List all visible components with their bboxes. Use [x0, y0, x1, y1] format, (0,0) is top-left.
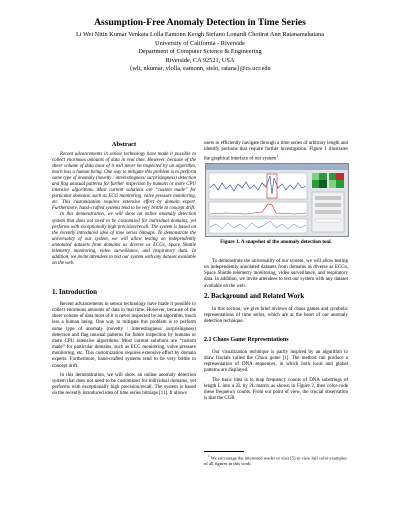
section-2-1-body	[204, 350, 348, 405]
slider-track	[315, 219, 341, 222]
introduction-body	[52, 302, 196, 400]
abstract-paragraph: In this demonstration, we will show an online anomaly detection system that does not need to be customized for individual domains, yet performs with exceptionally high precision/recall. The system is based on the recently introduced idea of time series bitmaps. To demonstrate the universality of our system, we will allow testing on independently annotated datasets from domains as diverse as ECGs, Space Shuttle telemetry monitoring, video surveillance, and respiratory data. In addition, we invite attendees to test our system with any dataset available on the web.	[52, 212, 196, 266]
author-block	[0, 31, 400, 74]
bitmap-cell	[319, 180, 327, 188]
affiliation-3: Riverside, CA 92521, USA	[165, 56, 235, 64]
footnote-body: We encourage the interested reader to visit [5] to view full color examples of all figures in this work.	[204, 455, 347, 467]
section-2-1-heading: 2.1 Chaos Game Representations	[204, 337, 289, 343]
author-emails: {wli, nkumar, vlolla, eamonn, stelo, ratana}@cs.ucr.edu	[129, 65, 271, 73]
section-2-body	[204, 307, 348, 325]
paper-title: Assumption-Free Anomaly Detection in Time Series	[94, 17, 306, 28]
control-button	[315, 196, 341, 200]
right-column-top	[204, 141, 348, 163]
window-titlebar	[206, 164, 348, 170]
footnote-ref: 1	[276, 154, 278, 159]
s21-text-a: Our visualization technique is partly inspired by an algorithm to draw fractals called the	[204, 350, 348, 362]
right-top-text: users to efficiently navigate through a time series of arbitrary length and identify portions that require further investigation. Figure 1 illustrates the graphical interface of our system	[204, 141, 348, 162]
intro-paragraph: Recent advancements in sensor technology have made it possible to collect enormous amounts of data in real time. However, because of the sheer volume of data most of it is never inspected by an algorithm, much less a human being. One way to mitigate this problem is to perform some type of anomaly (novelty / interestingness/ surprisingness) detection and flag unusual patterns for future inspection by humans or more CPU intensive algorithms. Most current solutions are “custom made” for particular domains, such as ECG monitoring, valve pressure monitoring, etc. This customization requires extensive effort by domain experts. Furthermore, hand-crafted systems tend to be very brittle to concept drift.	[52, 302, 196, 369]
s21-text-b: [1]. The method can produce a representation of DNA sequences, in which both local and global patterns are displayed.	[204, 356, 348, 374]
footnote-rule	[204, 451, 244, 452]
section-2-1-paragraph	[204, 350, 348, 375]
footnote-text	[204, 454, 348, 467]
section-2-1-paragraph: The basic idea is to map frequency counts of DNA substrings of length L into a 2L by 2L matrix as shown in Figure 2, then color-code these frequency counts. From our point of view, the crucial observation is that the CGR	[204, 377, 348, 402]
abstract-paragraph: Recent advancements in sensor technology have made it possible to collect enormous amounts of data in real time. However, because of the sheer volume of data most of it will never be inspected by an algorithm, much less a human being. One way to mitigate this problem is to perform some type of anomaly (novelty / interestingness/ surprisingness) detection and flag unusual patterns for further inspection by humans or more CPU intensive algorithms. Most current solutions are “custom made” for particular domains, such as ECG monitoring, valve pressure monitoring, etc. This customization requires extensive effort by domain expert. Furthermore, hand-crafted systems tend to be very brittle to concept drift.	[52, 152, 196, 212]
anomaly-tool-snapshot	[206, 164, 348, 236]
affiliation-1: University of California - Riverside	[155, 39, 245, 47]
control-button	[315, 210, 341, 214]
control-button	[315, 203, 341, 207]
bitmap-cell	[329, 180, 336, 188]
footnote	[204, 454, 348, 467]
section-2-paragraph: In this section, we give brief reviews of chaos games and symbolic representations of time series, which are at the heart of our anomaly detection technique.	[204, 307, 348, 325]
chaos-game-term: Chaos game	[254, 356, 281, 362]
demo-paragraph: To demonstrate the universality of our system, we will allow testing on independently annotated datasets from domains as diverse as ECGs, Space Shuttle telemetry monitoring, video surveillance, and respiratory data. In addition, we invite attendees to test our system with any dataset available on the web.	[204, 259, 348, 289]
footnote-mark: 1	[208, 454, 210, 458]
bitmap-cell	[336, 173, 344, 180]
bitmap-cell	[312, 173, 319, 180]
demo-paragraph-block	[204, 259, 348, 290]
abstract-heading: Abstract	[111, 141, 137, 148]
authors-line: Li Wei Nitin Kumar Venkata Lolla Eamonn Keogh Stefano Lonardi Chotirat Ann Ratanamahatana	[76, 31, 324, 38]
intro-paragraph: In this demonstration, we will show an online anomaly detection system that does not need to be customized for individual domains, yet performs with exceptionally high precision/recall. The system is based on the recently introduced idea of time series bitmaps [11]. It allows	[52, 372, 196, 397]
section-1-heading: 1. Introduction	[52, 288, 97, 296]
affiliation-2: Department of Computer Science & Engineering	[138, 48, 262, 56]
overview-panel	[209, 219, 307, 233]
figure-1-caption: Figure 1. A snapshot of the anomaly detection tool.	[220, 239, 332, 245]
section-2-heading: 2. Background and Related Work	[204, 292, 305, 300]
abstract-body	[52, 152, 196, 267]
figure-1-screenshot	[205, 163, 349, 237]
right-top-paragraph: users to efficiently navigate through a time series of arbitrary length and identify portions that require further investigation. Figure 1 illustrates the graphical interface of our system$^1$.	[204, 141, 348, 162]
